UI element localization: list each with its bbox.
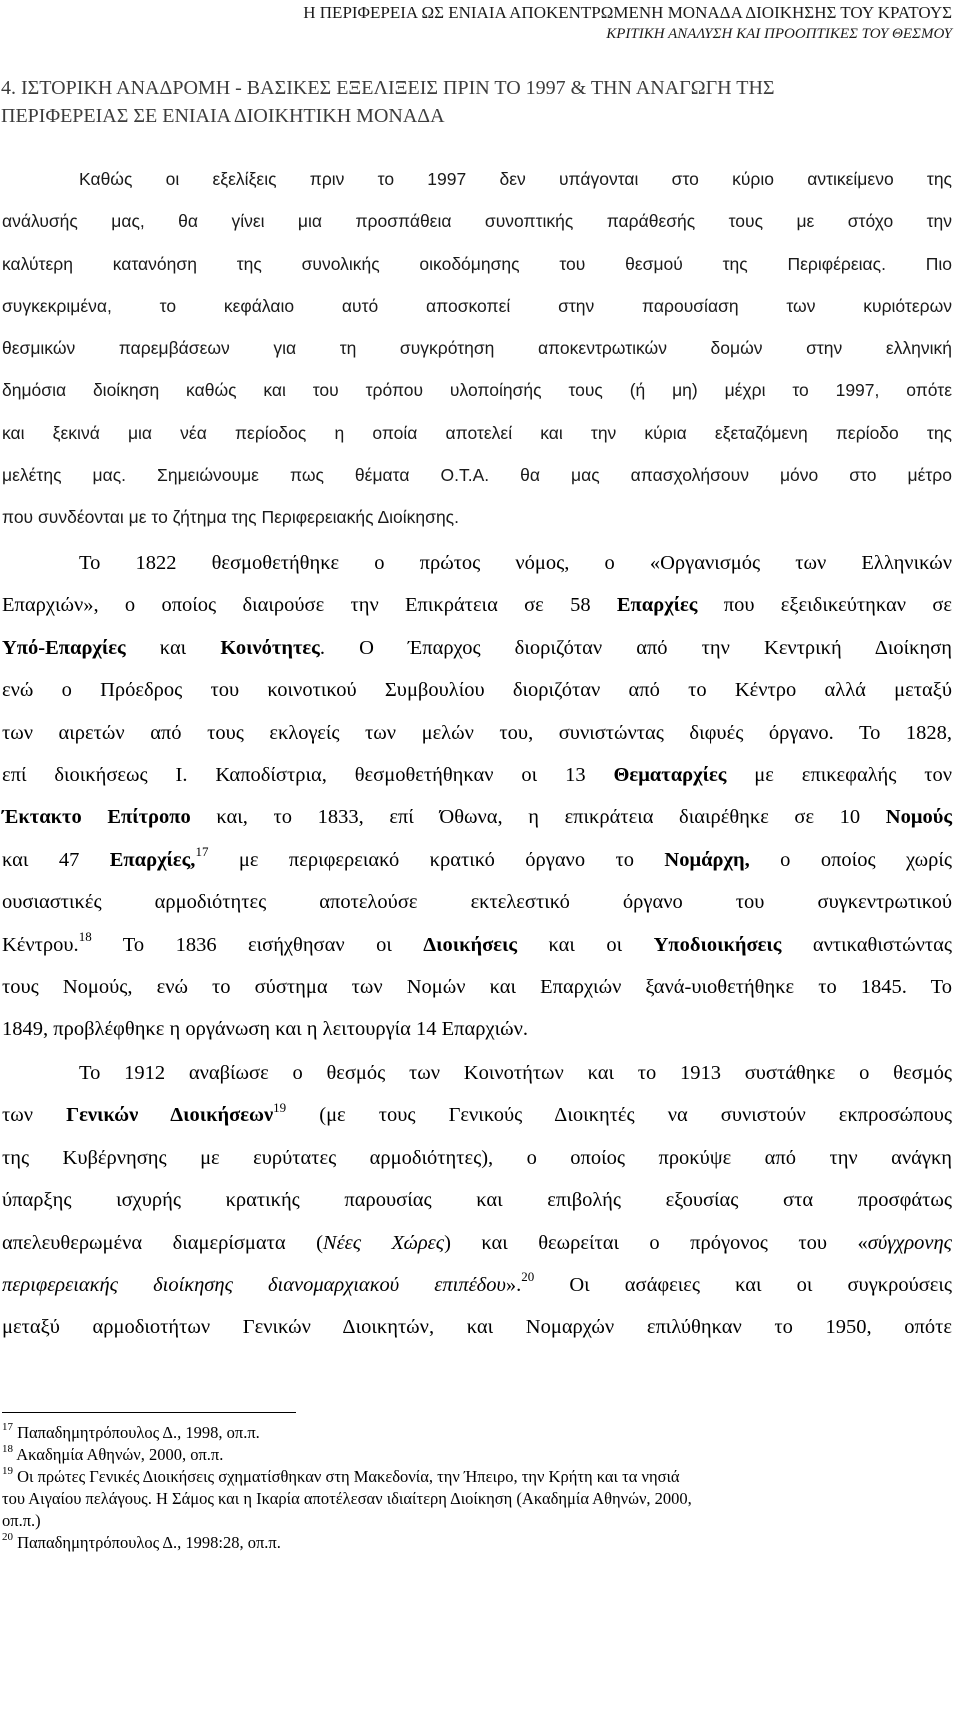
paragraph-line: ουσιαστικές αρμοδιότητες αποτελούσε εκτελεστικό όργανο του συγκεντρωτικού [2,891,952,914]
footnote-19-end [2,1511,952,1531]
header-subtitle: ΚΡΙΤΙΚΗ ΑΝΑΛΥΣΗ ΚΑΙ ΠΡΟΟΠΤΙΚΕΣ ΤΟΥ ΘΕΣΜΟΥ [606,26,952,42]
paragraph-line: Έκτακτο Επίτροπο και, το 1833, επί Όθωνα, η επικράτεια διαιρέθηκε σε 10 Νομούς [2,806,953,829]
intro-paragraph [2,158,952,539]
footnote-text: Ακαδημία Αθηνών, 2000, οπ.π. [13,1445,224,1464]
paragraph-line: απελευθερωμένα διαμερίσματα (Νέες Χώρες) και θεωρείται ο πρόγονος του «σύγχρονης [2,1231,952,1254]
footnote-number: 19 [2,1464,13,1477]
paragraph-line: τους Νομούς, ενώ το σύστημα των Νομών και Επαρχιών ξανά-υιοθετήθηκε το 1845. Το [2,976,952,999]
footnote-ref: 20 [521,1269,535,1285]
paragraph-line: των αιρετών από τους εκλογείς των μελών του, συνιστώντας διφυές όργανο. Το 1828, [2,721,952,744]
intro-line: καλύτερη κατανόηση της συνολικής οικοδόμησης του θεσμού της Περιφέρειας. Πιο [2,253,952,274]
paragraph-line: 1849, προβλέφθηκε η οργάνωση και η λειτουργία 14 Επαρχιών. [2,1018,528,1041]
paragraph-line: Το 1912 αναβίωσε ο θεσμός των Κοινοτήτων και το 1913 συστάθηκε ο θεσμός [79,1062,952,1084]
running-header [303,2,952,44]
paragraph-line: των Γενικών Διοικήσεων$^{19}$ (με τους Γενικούς Διοικητές να συνιστούν εκπροσώπους [2,1099,952,1127]
intro-line: συγκεκριμένα, το κεφάλαιο αυτό αποσκοπεί στην παρουσίαση των κυριότερων [2,295,952,316]
footnote-19-cont [2,1489,952,1509]
footnote-text: Οι πρώτες Γενικές Διοικήσεις σχηματίσθηκαν στη Μακεδονία, την Ήπειρο, την Κρήτη και τα νησιά [13,1467,680,1486]
paragraph-line: Επαρχιών», ο οποίος διαιρούσε την Επικράτεια σε 58 Επαρχίες που εξειδικεύτηκαν σε [2,594,952,617]
intro-line: μελέτης μας. Σημειώνουμε πως θέματα Ο.Τ.Α. θα μας απασχολήσουν μόνο στο μέτρο [2,465,952,486]
footnote-number: 20 [2,1530,13,1543]
footnote-19 [2,1464,952,1487]
footnote-separator [2,1412,296,1413]
intro-line: δημόσια διοίκηση καθώς και του τρόπου υλοποίησής τους (ή μη) μέχρι το 1997, οπότε [2,380,952,401]
footnote-number: 18 [2,1442,13,1455]
intro-line: θεσμικών παρεμβάσεων για τη συγκρότηση αποκεντρωτικών δομών στην ελληνική [2,338,952,359]
intro-line: ανάλυσής μας, θα γίνει μια προσπάθεια συνοπτικής παράθεσής τους με στόχο την [2,211,952,232]
intro-line: και ξεκινά μια νέα περίοδος η οποία αποτελεί και την κύρια εξεταζόμενη περίοδο της [2,422,952,443]
paragraph-line: Υπό-Επαρχίες και Κοινότητες. Ο Έπαρχος διοριζόταν από την Κεντρική Διοίκηση [2,636,953,659]
paragraph-line: επί διοικήσεως Ι. Καποδίστρια, θεσμοθετήθηκαν οι 13 Θεματαρχίες με επικεφαλής τον [2,764,952,787]
section-heading-line-2: ΠΕΡΙΦΕΡΕΙΑΣ ΣΕ ΕΝΙΑΙΑ ΔΙΟΙΚΗΤΙΚΗ ΜΟΝΑΔΑ [1,105,445,127]
paragraph-line: και 47 Επαρχίες,$^{17}$ με περιφερειακό κρατικό όργανο το Νομάρχη, ο οποίος χωρίς [2,844,952,871]
intro-line: Καθώς οι εξελίξεις πριν το 1997 δεν υπάγονται στο κύριο αντικείμενο της [79,169,952,189]
paragraph-line: της Κυβέρνησης με ευρύτατες αρμοδιότητες), ο οποίος προκύψε από την ανάγκη [2,1146,952,1169]
footnote-ref: 17 [195,844,209,860]
paragraph-line: ύπαρξης ισχυρής κρατικής παρουσίας και επιβολής εξουσίας στα προσφάτως [2,1189,952,1212]
paragraph-line: περιφερειακής διοίκησης διανομαρχιακού επιπέδου».$^{20}$ Οι ασάφειες και οι συγκρούσεις [2,1269,953,1297]
footnote-18 [2,1442,952,1465]
section-heading-line-1: 4. ΙΣΤΟΡΙΚΗ ΑΝΑΔΡΟΜΗ - ΒΑΣΙΚΕΣ ΕΞΕΛΙΞΕΙΣ ΠΡΙΝ ΤΟ 1997 & ΤΗΝ ΑΝΑΓΩΓΗ ΤΗΣ [1,77,775,99]
footnote-17 [2,1420,952,1443]
paragraph-line: Το 1822 θεσμοθετήθηκε ο πρώτος νόμος, ο «Οργανισμός των Ελληνικών [79,552,952,574]
paragraph-1 [2,542,952,1051]
footnote-text: του Αιγαίου πελάγους. Η Σάμος και η Ικαρία αποτέλεσαν ιδιαίτερη Διοίκηση (Ακαδημία Αθηνών, 2000, [2,1489,692,1508]
footnote-ref: 18 [78,928,92,944]
paragraph-line: μεταξύ αρμοδιοτήτων Γενικών Διοικητών, και Νομαρχών επιλύθηκαν το 1950, οπότε [2,1316,952,1339]
paragraph-line: ενώ ο Πρόεδρος του κοινοτικού Συμβουλίου διοριζόταν από το Κέντρο αλλά μεταξύ [2,679,952,702]
footnote-number: 17 [2,1420,13,1433]
intro-line: που συνδέονται με το ζήτημα της Περιφερειακής Διοίκησης. [2,507,459,528]
footnote-text: Παπαδημητρόπουλος Δ., 1998, οπ.π. [13,1423,260,1442]
paragraph-line: Κέντρου.$^{18}$ Το 1836 εισήχθησαν οι Διοικήσεις και οι Υποδιοικήσεις αντικαθιστώντας [2,928,953,956]
footnote-20 [2,1530,952,1553]
header-title: Η ΠΕΡΙΦΕΡΕΙΑ ΩΣ ΕΝΙΑΙΑ ΑΠΟΚΕΝΤΡΩΜΕΝΗ ΜΟΝΑΔΑ ΔΙΟΙΚΗΣΗΣ ΤΟΥ ΚΡΑΤΟΥΣ [303,3,952,22]
paragraph-2 [2,1052,952,1349]
footnote-ref: 19 [273,1099,287,1115]
footnote-text: Παπαδημητρόπουλος Δ., 1998:28, οπ.π. [13,1533,281,1552]
section-heading [1,74,951,130]
footnote-text: οπ.π.) [2,1511,41,1530]
